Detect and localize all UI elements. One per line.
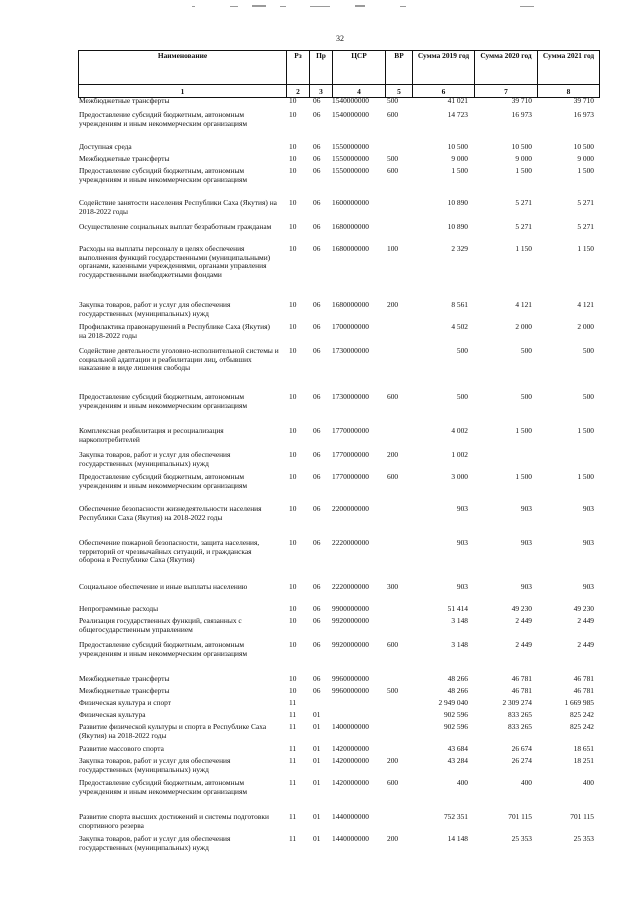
row-name: Закупка товаров, работ и услуг для обеспечения государственных (муниципальных) нужд — [79, 300, 231, 318]
row-sum-2019: 2 329 — [451, 244, 468, 253]
row-pr: 01 — [313, 778, 321, 787]
row-sum-2020: 26 674 — [511, 744, 532, 753]
row-pr: 06 — [313, 450, 321, 459]
row-sum-2019: 400 — [456, 778, 468, 787]
row-name: Содействие занятости населения Республики Саха (Якутия) на 2018-2022 годы — [79, 198, 277, 216]
row-sum-2021: 25 353 — [573, 834, 594, 843]
row-rz: 10 — [289, 426, 297, 435]
row-rz: 10 — [289, 346, 297, 355]
row-rz: 10 — [289, 640, 297, 649]
row-pr: 06 — [313, 538, 321, 547]
row-vr: 600 — [387, 110, 399, 119]
row-csr: 1770000000 — [332, 450, 369, 459]
row-rz: 10 — [289, 110, 297, 119]
row-csr: 1420000000 — [332, 744, 369, 753]
row-csr: 1400000000 — [332, 722, 369, 731]
col-number: 5 — [386, 85, 413, 98]
row-sum-2019: 10 890 — [447, 222, 468, 231]
row-name: Межбюджетные трансферты — [79, 96, 170, 105]
row-vr: 100 — [387, 244, 399, 253]
row-pr: 06 — [313, 674, 321, 683]
row-rz: 10 — [289, 166, 297, 175]
row-csr: 9960000000 — [332, 674, 369, 683]
row-name: Развитие массового спорта — [79, 744, 164, 753]
row-sum-2019: 48 266 — [447, 674, 468, 683]
row-csr: 1540000000 — [332, 96, 369, 105]
row-rz: 11 — [289, 834, 297, 843]
row-sum-2019: 9 000 — [451, 154, 468, 163]
row-csr: 1770000000 — [332, 472, 369, 481]
row-vr: 500 — [387, 686, 399, 695]
row-sum-2021: 1 500 — [577, 472, 594, 481]
row-name: Закупка товаров, работ и услуг для обеспечения государственных (муниципальных) нужд — [79, 450, 231, 468]
row-sum-2021: 18 251 — [573, 756, 594, 765]
row-sum-2021: 16 973 — [573, 110, 594, 119]
col-number: 4 — [333, 85, 386, 98]
row-pr: 06 — [313, 604, 321, 613]
row-rz: 10 — [289, 686, 297, 695]
col-number: 7 — [475, 85, 538, 98]
row-name: Осуществление социальных выплат безработным гражданам — [79, 222, 272, 231]
row-vr: 600 — [387, 472, 399, 481]
row-name: Предоставление субсидий бюджетным, автономным учреждениям и иным некоммерческим организациям — [79, 640, 248, 658]
row-pr: 06 — [313, 142, 321, 151]
row-name: Межбюджетные трансферты — [79, 686, 170, 695]
row-vr: 600 — [387, 778, 399, 787]
row-name: Физическая культура — [79, 710, 146, 719]
row-sum-2019: 14 723 — [447, 110, 468, 119]
row-sum-2021: 500 — [582, 392, 594, 401]
row-sum-2021: 400 — [582, 778, 594, 787]
row-pr: 06 — [313, 110, 321, 119]
row-sum-2019: 3 148 — [451, 616, 468, 625]
row-sum-2020: 2 309 274 — [502, 698, 532, 707]
row-sum-2020: 4 121 — [515, 300, 532, 309]
row-sum-2020: 833 265 — [507, 722, 532, 731]
row-sum-2020: 1 500 — [515, 472, 532, 481]
row-sum-2020: 9 000 — [515, 154, 532, 163]
row-sum-2019: 43 684 — [447, 744, 468, 753]
row-sum-2021: 46 781 — [573, 686, 594, 695]
row-rz: 10 — [289, 674, 297, 683]
row-sum-2020: 903 — [520, 582, 532, 591]
row-sum-2020: 2 000 — [515, 322, 532, 331]
row-sum-2021: 2 449 — [577, 616, 594, 625]
row-sum-2019: 10 890 — [447, 198, 468, 207]
row-sum-2020: 1 500 — [515, 426, 532, 435]
row-name: Содействие деятельности уголовно-исполнительной системы и социальной адаптации и реабилитации лиц, отбывших наказание в виде лишения свободы — [79, 346, 279, 373]
row-name: Комплексная реабилитация и ресоциализация наркопотребителей — [79, 426, 224, 444]
row-pr: 06 — [313, 640, 321, 649]
row-sum-2020: 39 710 — [511, 96, 532, 105]
row-sum-2020: 701 115 — [508, 812, 532, 821]
row-rz: 10 — [289, 142, 297, 151]
row-sum-2019: 500 — [456, 392, 468, 401]
row-name: Развитие физической культуры и спорта в Республике Саха (Якутия) на 2018-2022 годы — [79, 722, 267, 740]
row-pr: 06 — [313, 426, 321, 435]
row-pr: 06 — [313, 198, 321, 207]
row-sum-2021: 1 669 985 — [564, 698, 594, 707]
row-sum-2019: 4 502 — [451, 322, 468, 331]
row-sum-2020: 25 353 — [511, 834, 532, 843]
row-csr: 1680000000 — [332, 222, 369, 231]
row-csr: 1700000000 — [332, 322, 369, 331]
row-sum-2020: 26 274 — [511, 756, 532, 765]
row-csr: 2220000000 — [332, 582, 369, 591]
row-sum-2021: 1 500 — [577, 426, 594, 435]
row-sum-2020: 833 265 — [507, 710, 532, 719]
row-sum-2020: 2 449 — [515, 640, 532, 649]
row-rz: 11 — [289, 812, 297, 821]
row-pr: 06 — [313, 322, 321, 331]
row-rz: 11 — [289, 778, 297, 787]
row-rz: 10 — [289, 244, 297, 253]
row-vr: 200 — [387, 300, 399, 309]
row-csr: 1540000000 — [332, 110, 369, 119]
row-pr: 06 — [313, 346, 321, 355]
row-sum-2021: 5 271 — [577, 222, 594, 231]
col-number: 2 — [287, 85, 310, 98]
row-csr: 1770000000 — [332, 426, 369, 435]
row-rz: 10 — [289, 222, 297, 231]
row-pr: 06 — [313, 616, 321, 625]
row-csr: 1680000000 — [332, 300, 369, 309]
row-pr: 01 — [313, 756, 321, 765]
row-csr: 9920000000 — [332, 640, 369, 649]
row-rz: 10 — [289, 198, 297, 207]
row-sum-2020: 1 150 — [515, 244, 532, 253]
row-sum-2021: 500 — [582, 346, 594, 355]
row-sum-2019: 10 500 — [447, 142, 468, 151]
row-sum-2020: 49 230 — [511, 604, 532, 613]
row-name: Реализация государственных функций, связанных с общегосударственным управлением — [79, 616, 242, 634]
row-csr: 1730000000 — [332, 392, 369, 401]
row-vr: 200 — [387, 756, 399, 765]
row-name: Закупка товаров, работ и услуг для обеспечения государственных (муниципальных) нужд — [79, 834, 231, 852]
row-sum-2019: 3 148 — [451, 640, 468, 649]
row-pr: 06 — [313, 166, 321, 175]
row-csr: 9920000000 — [332, 616, 369, 625]
row-name: Социальное обеспечение и иные выплаты населению — [79, 582, 248, 591]
row-sum-2020: 903 — [520, 504, 532, 513]
row-sum-2019: 43 284 — [447, 756, 468, 765]
row-sum-2019: 1 500 — [451, 166, 468, 175]
row-csr: 1600000000 — [332, 198, 369, 207]
header-sum-2019: Сумма 2019 год — [413, 51, 475, 85]
row-csr: 1550000000 — [332, 166, 369, 175]
row-sum-2020: 400 — [520, 778, 532, 787]
row-pr: 06 — [313, 686, 321, 695]
row-sum-2021: 903 — [582, 504, 594, 513]
row-rz: 10 — [289, 450, 297, 459]
row-sum-2021: 2 000 — [577, 322, 594, 331]
scan-artifact-marks — [190, 3, 550, 11]
row-sum-2021: 5 271 — [577, 198, 594, 207]
row-sum-2020: 46 781 — [511, 686, 532, 695]
row-name: Предоставление субсидий бюджетным, автономным учреждениям и иным некоммерческим организациям — [79, 778, 248, 796]
row-sum-2019: 902 596 — [443, 710, 468, 719]
col-number: 8 — [538, 85, 600, 98]
row-pr: 06 — [313, 96, 321, 105]
row-pr: 01 — [313, 722, 321, 731]
row-sum-2019: 903 — [456, 504, 468, 513]
row-rz: 10 — [289, 604, 297, 613]
row-name: Межбюджетные трансферты — [79, 674, 170, 683]
row-name: Предоставление субсидий бюджетным, автономным учреждениям и иным некоммерческим организациям — [79, 166, 248, 184]
row-sum-2021: 1 150 — [577, 244, 594, 253]
header-pr: Пр — [310, 51, 333, 85]
row-rz: 11 — [289, 722, 297, 731]
row-vr: 500 — [387, 154, 399, 163]
row-csr: 2220000000 — [332, 538, 369, 547]
row-rz: 10 — [289, 582, 297, 591]
row-rz: 11 — [289, 710, 297, 719]
row-vr: 600 — [387, 640, 399, 649]
row-sum-2019: 902 596 — [443, 722, 468, 731]
row-pr: 06 — [313, 154, 321, 163]
row-sum-2021: 701 115 — [570, 812, 594, 821]
row-name: Межбюджетные трансферты — [79, 154, 170, 163]
row-csr: 1440000000 — [332, 834, 369, 843]
row-pr: 01 — [313, 744, 321, 753]
row-sum-2019: 51 414 — [447, 604, 468, 613]
row-name: Расходы на выплаты персоналу в целях обеспечения выполнения функций государственными (муниципальными) органами, казенными учреждениями, органами управления государственными внебюджетными фондами — [79, 244, 271, 279]
row-csr: 9900000000 — [332, 604, 369, 613]
row-sum-2020: 5 271 — [515, 222, 532, 231]
row-sum-2021: 1 500 — [577, 166, 594, 175]
row-name: Обеспечение безопасности жизнедеятельности населения Республики Саха (Якутия) на 2018-2022 годы — [79, 504, 262, 522]
row-vr: 200 — [387, 834, 399, 843]
row-pr: 06 — [313, 392, 321, 401]
page-number: 32 — [336, 34, 344, 43]
row-sum-2020: 903 — [520, 538, 532, 547]
row-pr: 06 — [313, 222, 321, 231]
header-sum-2021: Сумма 2021 год — [538, 51, 600, 85]
header-name: Наименование — [79, 51, 287, 85]
row-pr: 06 — [313, 244, 321, 253]
row-sum-2020: 10 500 — [511, 142, 532, 151]
row-sum-2021: 46 781 — [573, 674, 594, 683]
row-name: Развитие спорта высших достижений и системы подготовки спортивного резерва — [79, 812, 269, 830]
row-vr: 600 — [387, 166, 399, 175]
row-csr: 1420000000 — [332, 778, 369, 787]
row-sum-2019: 1 002 — [451, 450, 468, 459]
row-sum-2020: 46 781 — [511, 674, 532, 683]
row-name: Непрограммные расходы — [79, 604, 159, 613]
row-sum-2021: 2 449 — [577, 640, 594, 649]
row-sum-2019: 14 148 — [447, 834, 468, 843]
row-csr: 9960000000 — [332, 686, 369, 695]
row-vr: 200 — [387, 450, 399, 459]
row-rz: 10 — [289, 538, 297, 547]
row-name: Обеспечение пожарной безопасности, защита населения, территорий от чрезвычайных ситуаций, и гражданская оборона в Республике Саха (Якутия) — [79, 538, 260, 565]
row-sum-2019: 903 — [456, 538, 468, 547]
row-sum-2019: 4 002 — [451, 426, 468, 435]
row-rz: 10 — [289, 300, 297, 309]
row-sum-2019: 903 — [456, 582, 468, 591]
col-number: 1 — [79, 85, 287, 98]
row-name: Профилактика правонарушений в Республике Саха (Якутия) на 2018-2022 годы — [79, 322, 270, 340]
row-csr: 2200000000 — [332, 504, 369, 513]
row-vr: 600 — [387, 392, 399, 401]
row-sum-2021: 49 230 — [573, 604, 594, 613]
row-pr: 01 — [313, 812, 321, 821]
row-csr: 1550000000 — [332, 142, 369, 151]
row-sum-2020: 500 — [520, 346, 532, 355]
row-sum-2019: 2 949 040 — [438, 698, 468, 707]
header-rz: Рз — [287, 51, 310, 85]
header-csr: ЦСР — [333, 51, 386, 85]
row-rz: 10 — [289, 616, 297, 625]
row-vr: 500 — [387, 96, 399, 105]
row-sum-2019: 3 000 — [451, 472, 468, 481]
row-name: Физическая культура и спорт — [79, 698, 171, 707]
row-csr: 1550000000 — [332, 154, 369, 163]
row-vr: 300 — [387, 582, 399, 591]
row-sum-2020: 16 973 — [511, 110, 532, 119]
row-sum-2020: 500 — [520, 392, 532, 401]
row-pr: 06 — [313, 472, 321, 481]
row-sum-2021: 903 — [582, 582, 594, 591]
row-sum-2021: 39 710 — [573, 96, 594, 105]
row-sum-2021: 825 242 — [569, 710, 594, 719]
row-rz: 11 — [289, 744, 297, 753]
row-sum-2021: 9 000 — [577, 154, 594, 163]
header-vr: ВР — [386, 51, 413, 85]
row-rz: 10 — [289, 96, 297, 105]
row-rz: 10 — [289, 472, 297, 481]
row-sum-2020: 5 271 — [515, 198, 532, 207]
row-rz: 10 — [289, 154, 297, 163]
row-sum-2019: 8 561 — [451, 300, 468, 309]
col-number: 3 — [310, 85, 333, 98]
row-pr: 06 — [313, 300, 321, 309]
col-number: 6 — [413, 85, 475, 98]
row-sum-2019: 48 266 — [447, 686, 468, 695]
header-sum-2020: Сумма 2020 год — [475, 51, 538, 85]
row-rz: 10 — [289, 504, 297, 513]
row-sum-2019: 752 351 — [443, 812, 468, 821]
row-name: Предоставление субсидий бюджетным, автономным учреждениям и иным некоммерческим организациям — [79, 472, 248, 490]
row-pr: 01 — [313, 710, 321, 719]
row-sum-2020: 2 449 — [515, 616, 532, 625]
row-sum-2021: 903 — [582, 538, 594, 547]
row-sum-2019: 41 021 — [447, 96, 468, 105]
row-pr: 06 — [313, 582, 321, 591]
row-csr: 1680000000 — [332, 244, 369, 253]
row-sum-2020: 1 500 — [515, 166, 532, 175]
row-sum-2019: 500 — [456, 346, 468, 355]
row-rz: 10 — [289, 322, 297, 331]
row-rz: 11 — [289, 756, 297, 765]
row-sum-2021: 18 651 — [573, 744, 594, 753]
row-rz: 11 — [289, 698, 297, 707]
row-name: Предоставление субсидий бюджетным, автономным учреждениям и иным некоммерческим организациям — [79, 392, 248, 410]
row-rz: 10 — [289, 392, 297, 401]
row-pr: 06 — [313, 504, 321, 513]
row-pr: 01 — [313, 834, 321, 843]
row-csr: 1730000000 — [332, 346, 369, 355]
row-name: Доступная среда — [79, 142, 132, 151]
row-name: Предоставление субсидий бюджетным, автономным учреждениям и иным некоммерческим организациям — [79, 110, 248, 128]
row-name: Закупка товаров, работ и услуг для обеспечения государственных (муниципальных) нужд — [79, 756, 231, 774]
table-header — [78, 50, 600, 98]
row-csr: 1420000000 — [332, 756, 369, 765]
row-sum-2021: 4 121 — [577, 300, 594, 309]
row-sum-2021: 825 242 — [569, 722, 594, 731]
row-csr: 1440000000 — [332, 812, 369, 821]
row-sum-2021: 10 500 — [573, 142, 594, 151]
